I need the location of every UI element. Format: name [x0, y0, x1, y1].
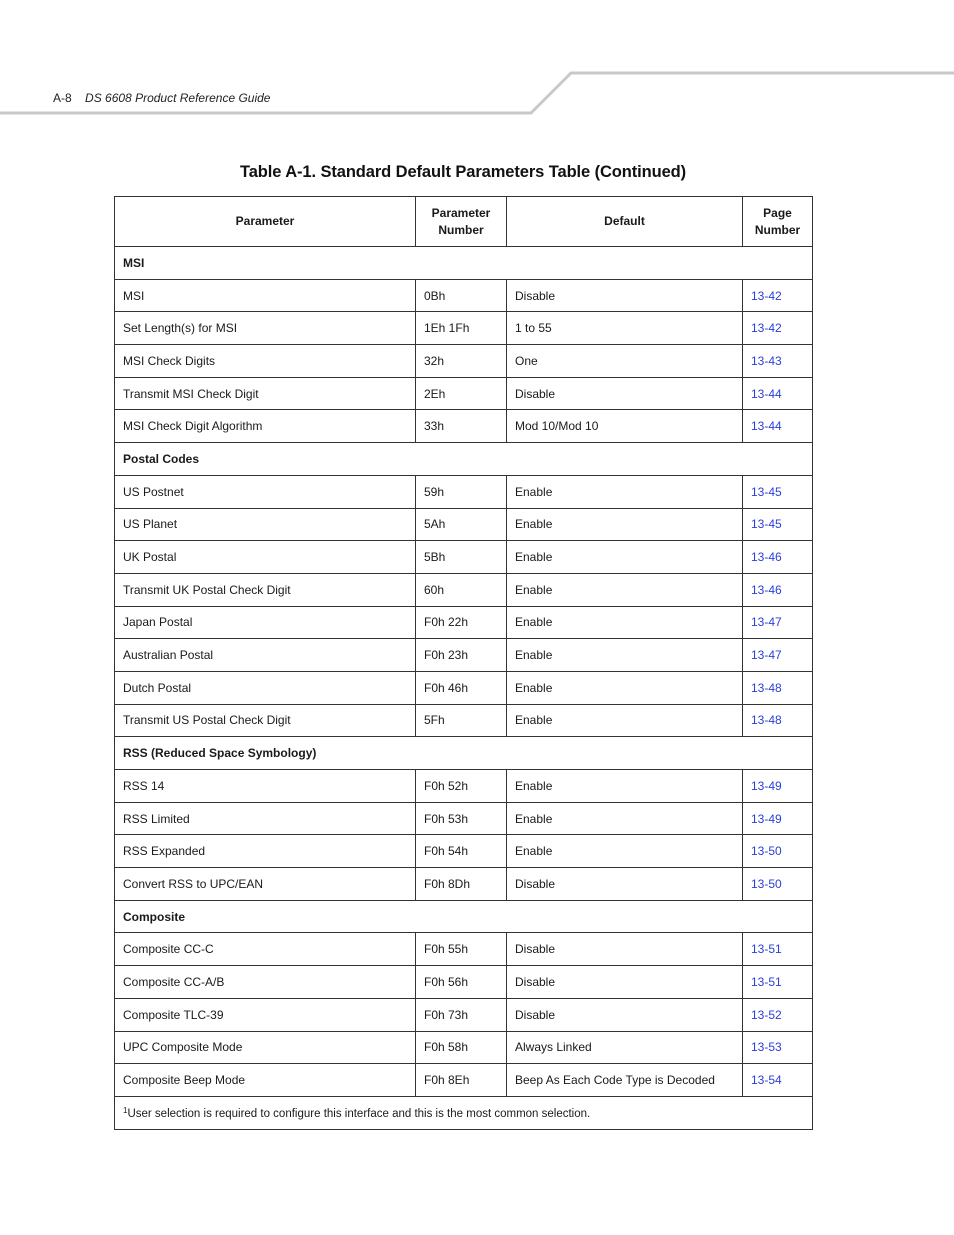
page-number-link[interactable]: 13-54 [743, 1064, 813, 1097]
default-value-cell: Enable [507, 475, 743, 508]
table-row [115, 312, 813, 345]
column-header-parameter: Parameter [115, 197, 416, 247]
table-row [115, 671, 813, 704]
guide-title: DS 6608 Product Reference Guide [85, 91, 271, 105]
section-heading: MSI [115, 247, 813, 280]
parameter-number-cell: 1Eh 1Fh [416, 312, 507, 345]
parameter-cell: UK Postal [115, 541, 416, 574]
page-number-link[interactable]: 13-42 [743, 279, 813, 312]
page-number-link[interactable]: 13-47 [743, 606, 813, 639]
page-number-link[interactable]: 13-42 [743, 312, 813, 345]
parameter-number-cell: F0h 58h [416, 1031, 507, 1064]
default-value-cell: Enable [507, 573, 743, 606]
section-heading: Postal Codes [115, 443, 813, 476]
table-row [115, 835, 813, 868]
parameter-cell: MSI [115, 279, 416, 312]
parameter-cell: RSS Expanded [115, 835, 416, 868]
page-number-link[interactable]: 13-43 [743, 345, 813, 378]
parameter-cell: Australian Postal [115, 639, 416, 672]
parameter-cell: Composite Beep Mode [115, 1064, 416, 1097]
table-row [115, 639, 813, 672]
section-row [115, 737, 813, 770]
default-value-cell: Beep As Each Code Type is Decoded [507, 1064, 743, 1097]
table-row [115, 606, 813, 639]
default-value-cell: Enable [507, 606, 743, 639]
running-head [53, 91, 270, 105]
parameter-number-cell: F0h 23h [416, 639, 507, 672]
default-value-cell: Enable [507, 639, 743, 672]
column-header-page-number: Page Number [743, 197, 813, 247]
default-value-cell: Enable [507, 770, 743, 803]
table-row [115, 573, 813, 606]
page-number-link[interactable]: 13-46 [743, 573, 813, 606]
parameter-number-cell: F0h 56h [416, 966, 507, 999]
table-row [115, 345, 813, 378]
parameter-number-cell: F0h 55h [416, 933, 507, 966]
parameter-cell: Transmit UK Postal Check Digit [115, 573, 416, 606]
page-number-link[interactable]: 13-48 [743, 704, 813, 737]
table-row [115, 770, 813, 803]
page-number-link[interactable]: 13-49 [743, 802, 813, 835]
footnote-row [115, 1096, 813, 1129]
page-number-link[interactable]: 13-49 [743, 770, 813, 803]
parameter-cell: Composite CC-C [115, 933, 416, 966]
parameter-number-cell: F0h 53h [416, 802, 507, 835]
parameter-number-cell: F0h 8Dh [416, 868, 507, 901]
table-row [115, 704, 813, 737]
parameter-cell: Composite CC-A/B [115, 966, 416, 999]
parameter-cell: Convert RSS to UPC/EAN [115, 868, 416, 901]
default-value-cell: Disable [507, 966, 743, 999]
parameter-number-cell: 5Bh [416, 541, 507, 574]
parameter-cell: Dutch Postal [115, 671, 416, 704]
section-heading: RSS (Reduced Space Symbology) [115, 737, 813, 770]
table-row [115, 377, 813, 410]
page-number-link[interactable]: 13-51 [743, 933, 813, 966]
default-value-cell: Disable [507, 998, 743, 1031]
page-number-link[interactable]: 13-44 [743, 377, 813, 410]
column-header-parameter-number: Parameter Number [416, 197, 507, 247]
page-number: A-8 [53, 91, 72, 105]
parameter-number-cell: F0h 73h [416, 998, 507, 1031]
parameter-cell: US Postnet [115, 475, 416, 508]
default-value-cell: Disable [507, 933, 743, 966]
default-value-cell: Mod 10/Mod 10 [507, 410, 743, 443]
column-header-default: Default [507, 197, 743, 247]
table-title: Table A-1. Standard Default Parameters Table (Continued) [239, 163, 687, 181]
parameter-cell: RSS 14 [115, 770, 416, 803]
footnote [115, 1096, 813, 1129]
table-row [115, 1031, 813, 1064]
default-value-cell: 1 to 55 [507, 312, 743, 345]
table-row [115, 802, 813, 835]
parameter-number-cell: F0h 46h [416, 671, 507, 704]
parameter-number-cell: 0Bh [416, 279, 507, 312]
parameter-number-cell: 32h [416, 345, 507, 378]
table-row [115, 508, 813, 541]
parameter-cell: MSI Check Digits [115, 345, 416, 378]
parameter-number-cell: F0h 54h [416, 835, 507, 868]
page-number-link[interactable]: 13-51 [743, 966, 813, 999]
table-row [115, 868, 813, 901]
table-row [115, 410, 813, 443]
page-number-link[interactable]: 13-53 [743, 1031, 813, 1064]
page-number-link[interactable]: 13-52 [743, 998, 813, 1031]
parameter-number-cell: 60h [416, 573, 507, 606]
parameter-cell: MSI Check Digit Algorithm [115, 410, 416, 443]
parameter-number-cell: 2Eh [416, 377, 507, 410]
default-value-cell: Enable [507, 835, 743, 868]
section-row [115, 247, 813, 280]
default-value-cell: Always Linked [507, 1031, 743, 1064]
default-value-cell: Disable [507, 377, 743, 410]
parameter-cell: RSS Limited [115, 802, 416, 835]
default-parameters-table [114, 196, 813, 1130]
parameter-number-cell: F0h 22h [416, 606, 507, 639]
default-value-cell: Enable [507, 704, 743, 737]
page-number-link[interactable]: 13-45 [743, 508, 813, 541]
parameter-number-cell: F0h 52h [416, 770, 507, 803]
default-value-cell: Disable [507, 868, 743, 901]
parameter-cell: Set Length(s) for MSI [115, 312, 416, 345]
page-number-link[interactable]: 13-50 [743, 868, 813, 901]
footnote-marker: 1 [123, 1106, 128, 1116]
parameter-cell: UPC Composite Mode [115, 1031, 416, 1064]
page-number-link[interactable]: 13-45 [743, 475, 813, 508]
table-row [115, 998, 813, 1031]
parameter-cell: Transmit US Postal Check Digit [115, 704, 416, 737]
table-header-row [115, 197, 813, 247]
page-number-link[interactable]: 13-48 [743, 671, 813, 704]
footnote-text: User selection is required to configure this interface and this is the most common selection. [127, 1108, 591, 1121]
parameter-number-cell: F0h 8Eh [416, 1064, 507, 1097]
default-value-cell: Enable [507, 508, 743, 541]
table-row [115, 966, 813, 999]
table-body [115, 247, 813, 1097]
table-row [115, 475, 813, 508]
parameter-number-cell: 59h [416, 475, 507, 508]
page-number-link[interactable]: 13-47 [743, 639, 813, 672]
table-row [115, 1064, 813, 1097]
table-row [115, 933, 813, 966]
default-value-cell: One [507, 345, 743, 378]
table-row [115, 541, 813, 574]
section-heading: Composite [115, 900, 813, 933]
parameter-cell: Composite TLC-39 [115, 998, 416, 1031]
parameter-number-cell: 33h [416, 410, 507, 443]
parameter-number-cell: 5Fh [416, 704, 507, 737]
default-value-cell: Enable [507, 541, 743, 574]
default-value-cell: Disable [507, 279, 743, 312]
parameter-number-cell: 5Ah [416, 508, 507, 541]
parameter-cell: Japan Postal [115, 606, 416, 639]
page-number-link[interactable]: 13-50 [743, 835, 813, 868]
page-number-link[interactable]: 13-46 [743, 541, 813, 574]
header-rule [0, 60, 954, 120]
default-value-cell: Enable [507, 802, 743, 835]
section-row [115, 443, 813, 476]
section-row [115, 900, 813, 933]
parameter-cell: US Planet [115, 508, 416, 541]
table-row [115, 279, 813, 312]
parameter-cell: Transmit MSI Check Digit [115, 377, 416, 410]
page-number-link[interactable]: 13-44 [743, 410, 813, 443]
default-value-cell: Enable [507, 671, 743, 704]
